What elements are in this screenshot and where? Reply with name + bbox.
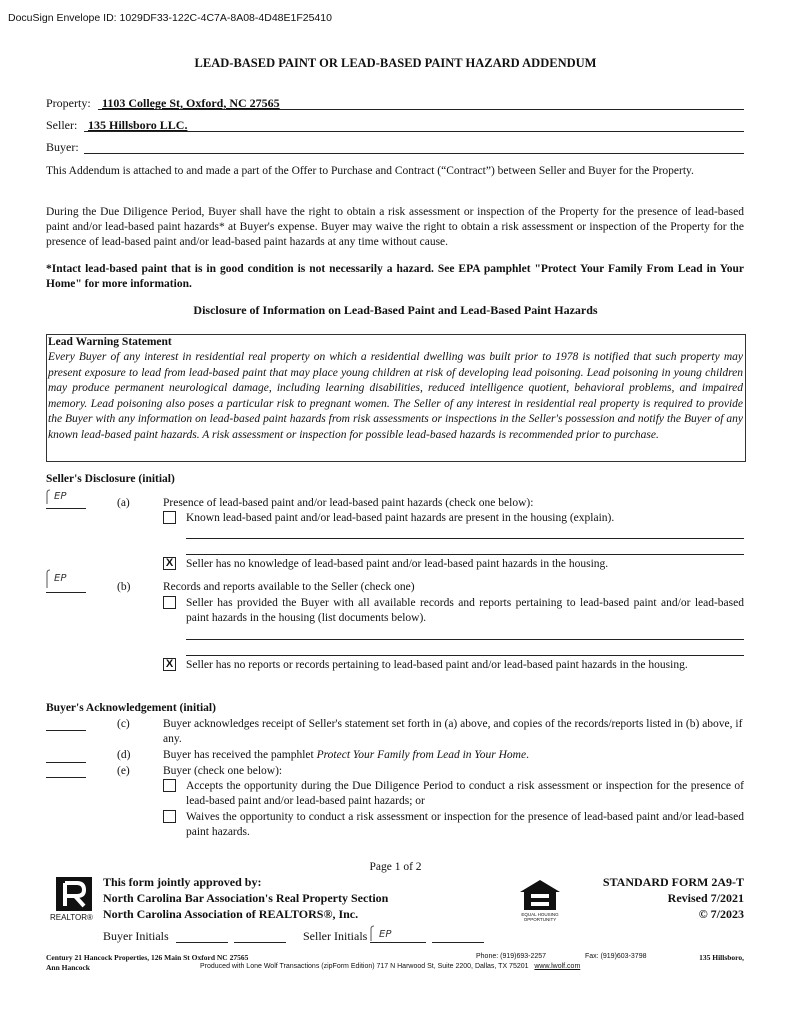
seller-line — [84, 131, 744, 132]
seller-initial-b[interactable] — [46, 568, 86, 592]
item-d-pamphlet: Protect Your Family from Lead in Your Home — [316, 749, 527, 761]
item-b-letter: (b) — [117, 581, 131, 593]
intact-note: *Intact lead-based paint that is in good condition is not necessarily a hazard. See EPA pamphlet "Protect Your Family From Lead in Your Home" for more information. — [46, 263, 744, 290]
seller-initial-b-text: EP — [54, 573, 67, 584]
seller-initial-a-text: EP — [54, 491, 67, 502]
seller-value[interactable]: 135 Hillsboro LLC. — [88, 118, 188, 132]
produced-by — [200, 963, 580, 970]
agent-name: Ann Hancock — [46, 963, 90, 972]
buyer-initials-label: Buyer Initials — [103, 929, 169, 943]
envelope-id: DocuSign Envelope ID: 1029DF33-122C-4C7A-8A08-4D48E1F25410 — [8, 12, 332, 24]
item-d-prefix: Buyer has received the pamphlet — [163, 749, 317, 761]
item-b-text: Records and reports available to the Seller (check one) — [163, 581, 415, 593]
records-provided-checkbox[interactable] — [163, 596, 176, 609]
seller-initials-label: Seller Initials — [303, 929, 368, 943]
form-name: STANDARD FORM 2A9-T — [602, 875, 744, 889]
approval-line-3: North Carolina Association of REALTORS®, Inc. — [103, 907, 359, 921]
known-hazards-checkbox[interactable] — [163, 511, 176, 524]
equal-housing-icon — [514, 878, 566, 912]
lead-warning-body: Every Buyer of any interest in residential real property on which a residential dwelling was built prior to 1978 is notified that such property may present exposure to lead from lead-based paint that may place young children at risk of developing lead poisoning. Lead poisoning in young children may produce permanent neurological damage, including learning disabilities, reduced intelligence quotient, behavioral problems, and impaired memory. Lead poisoning also poses a particular risk to pregnant women. The Seller of any interest in residential real property is required to provide the Buyer with any information on lead-based paint hazards from risk assessments or inspections in the Seller's possession and notify the Buyer of any known lead-based paint hazards. A risk assessment or inspection for possible lead-based hazards is recommended prior to purchase. — [48, 351, 743, 441]
seller-initial-a-line — [46, 508, 86, 509]
buyer-initial-c-line[interactable] — [46, 730, 86, 731]
item-c-letter: (c) — [117, 718, 130, 730]
approval-line-1: This form jointly approved by: — [103, 875, 262, 889]
waives-text: Waives the opportunity to conduct a risk assessment or inspection for the presence of lead-based paint and/or lead-based paint hazards. — [186, 811, 744, 838]
form-revised: Revised 7/2021 — [667, 891, 744, 905]
buyer-line — [84, 153, 744, 154]
documents-line-2 — [186, 655, 744, 656]
seller-initial-b-line — [46, 592, 86, 593]
no-knowledge-text: Seller has no knowledge of lead-based paint and/or lead-based paint hazards in the housing. — [186, 558, 609, 570]
due-diligence-paragraph: During the Due Diligence Period, Buyer shall have the right to obtain a risk assessment or inspection of the Property for the presence of lead-based paint and/or lead-based paint hazards* at Buyer's expense. Buyer may waive the right to obtain a risk assessment or inspection of the Property for the presence of lead-based paint and/or lead-based paint hazards at any time without cause. — [46, 206, 744, 248]
no-reports-text: Seller has no reports or records pertaining to lead-based paint and/or lead-based paint hazards in the housing. — [186, 659, 688, 671]
buyer-initial-e-line[interactable] — [46, 777, 86, 778]
property-label: Property: — [46, 96, 91, 110]
item-e-text: Buyer (check one below): — [163, 765, 283, 777]
explain-line-2 — [186, 554, 744, 555]
produced-url-link[interactable]: www.lwolf.com — [534, 963, 581, 970]
produced-by-text: Produced with Lone Wolf Transactions (zipForm Edition) 717 N Harwood St, Suite 2200, Dallas, TX 75201 — [200, 963, 529, 970]
broker-line: Century 21 Hancock Properties, 126 Main St Oxford NC 27565 — [46, 953, 249, 962]
page-number: Page 1 of 2 — [369, 861, 422, 873]
seller-initials-line-1 — [370, 942, 426, 943]
property-value[interactable]: 1103 College St, Oxford, NC 27565 — [102, 96, 280, 110]
form-copyright: © 7/2023 — [698, 907, 744, 921]
lead-warning-heading: Lead Warning Statement — [48, 336, 172, 348]
no-knowledge-checkbox[interactable]: X — [163, 557, 176, 570]
accepts-text: Accepts the opportunity during the Due Diligence Period to conduct a risk assessment or inspection for the presence of lead-based paint and/or lead-based paint hazards; or — [186, 780, 744, 807]
seller-initials-signature[interactable] — [370, 924, 426, 944]
seller-disclosure-heading: Seller's Disclosure (initial) — [46, 473, 175, 485]
item-c-text: Buyer acknowledges receipt of Seller's statement set forth in (a) above, and copies of the records/reports listed in (b) above, if any. — [163, 718, 743, 745]
item-e-letter: (e) — [117, 765, 130, 777]
property-line — [98, 109, 744, 110]
approval-line-2: North Carolina Bar Association's Real Property Section — [103, 891, 389, 905]
waives-checkbox[interactable] — [163, 810, 176, 823]
buyer-ack-heading: Buyer's Acknowledgement (initial) — [46, 702, 216, 714]
item-d-letter: (d) — [117, 749, 131, 761]
disclosure-heading: Disclosure of Information on Lead-Based Paint and Lead-Based Paint Hazards — [193, 303, 598, 317]
documents-line-1 — [186, 639, 744, 640]
intro-paragraph: This Addendum is attached to and made a part of the Offer to Purchase and Contract (“Contract”) between Seller and Buyer for the Property. — [46, 165, 694, 177]
equal-housing-logo — [514, 878, 566, 924]
buyer-initials-line-1[interactable] — [176, 942, 228, 943]
buyer-initial-d-line[interactable] — [46, 762, 86, 763]
realtor-r-icon — [50, 877, 98, 913]
item-d-suffix: . — [526, 749, 529, 761]
accepts-checkbox[interactable] — [163, 779, 176, 792]
page-title: LEAD-BASED PAINT OR LEAD-BASED PAINT HAZARD ADDENDUM — [194, 56, 597, 70]
doc-ref: 135 Hillsboro, — [699, 953, 744, 962]
fax: Fax: (919)603-3798 — [585, 953, 647, 960]
item-a-text: Presence of lead-based paint and/or lead-based paint hazards (check one below): — [163, 497, 534, 509]
records-provided-text: Seller has provided the Buyer with all available records and reports pertaining to lead-based paint and/or lead-based paint hazards in the housing (list documents below). — [186, 597, 744, 624]
equal-housing-caption: EQUAL HOUSING OPPORTUNITY — [521, 912, 559, 922]
no-reports-checkbox[interactable]: X — [163, 658, 176, 671]
known-hazards-text: Known lead-based paint and/or lead-based paint hazards are present in the housing (explain). — [186, 512, 615, 524]
realtor-logo — [50, 877, 98, 923]
explain-line-1 — [186, 538, 744, 539]
phone: Phone: (919)693-2257 — [476, 953, 547, 960]
seller-initials-text: EP — [379, 929, 392, 940]
seller-initials-line-2[interactable] — [432, 942, 484, 943]
buyer-label: Buyer: — [46, 140, 79, 154]
item-a-letter: (a) — [117, 497, 130, 509]
item-d-text — [163, 748, 744, 763]
seller-initial-a[interactable] — [46, 488, 86, 508]
seller-label: Seller: — [46, 118, 78, 132]
buyer-initials-line-2[interactable] — [234, 942, 286, 943]
realtor-label: REALTOR® — [50, 913, 93, 922]
